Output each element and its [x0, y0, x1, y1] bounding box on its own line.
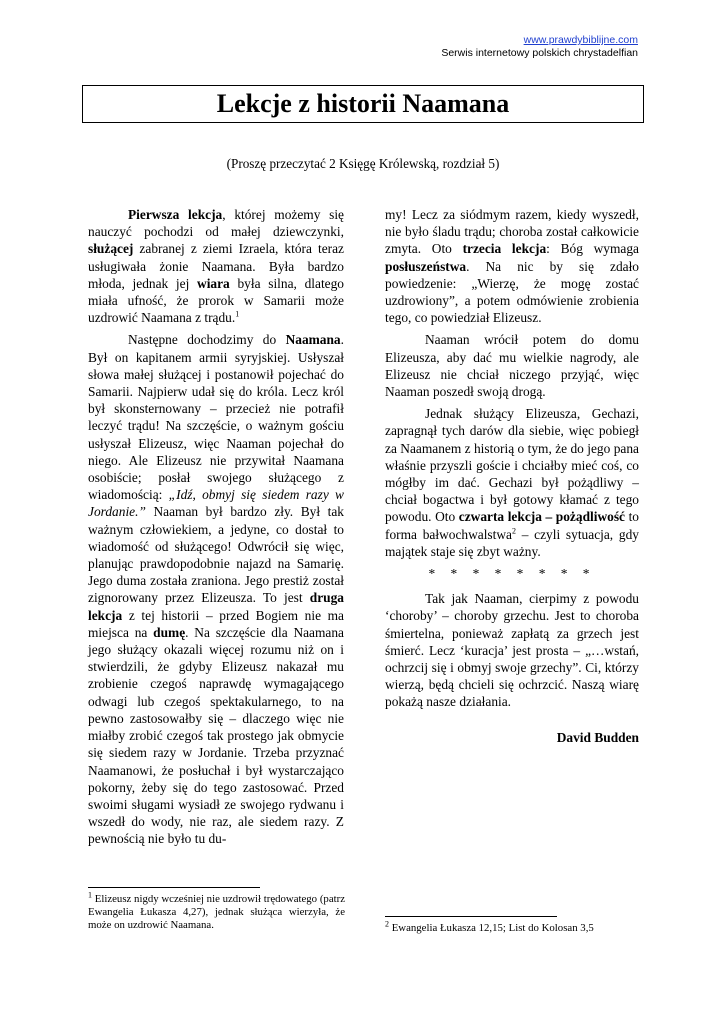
- text: , której możemy się nauczyć pochodzi od małej dziewczynki,: [88, 207, 344, 240]
- text: była silna, dlatego miała ufność, że prorok w Samarii może uzdrowić Naamana z trądu.: [88, 275, 344, 326]
- text: my! Lecz za siódmym razem, kiedy wyszedł, nie było śladu trądu; choroba został całkowicie zmyta. Oto: [385, 207, 639, 257]
- site-url-link[interactable]: www.prawdybiblijne.com: [523, 34, 638, 46]
- author-signature: David Budden: [556, 729, 639, 745]
- paragraph-naaman: [88, 331, 344, 847]
- bold-third-lesson: trzecia lekcja: [462, 241, 547, 257]
- footnote-text: Ewangelia Łukasza 12,15; List do Kolosan 3,5: [389, 922, 594, 934]
- footnote-rule-left: [88, 887, 260, 888]
- footnote-2: [385, 919, 639, 935]
- text: Jednak służący Elizeusza, Gechazi, zapragnął tych darów dla siebie, więc pobiegł za Naamanem z historią o tym, że do jego pana właśnie przyszli goście i chciałby mieć coś, co mógłby im dać. Gechazi był pożądliwy – chciał bogactwa i był gotowy kłamać z tego powodu. Oto: [385, 406, 639, 525]
- site-header: [441, 34, 638, 60]
- section-divider-stars: * * * * * * * *: [428, 566, 596, 582]
- footnote-ref-2[interactable]: 2: [511, 526, 516, 536]
- footnote-rule-right: [385, 916, 557, 917]
- text: : Bóg wymaga: [546, 241, 639, 257]
- bold-pride: dumę: [153, 624, 186, 640]
- text: Następne dochodzimy do: [128, 332, 286, 348]
- footnote-number: 1: [88, 890, 92, 900]
- paragraph-conclusion: Tak jak Naaman, cierpimy z powodu ‘choroby’ – choroby grzechu. Jest to choroba śmiertelna, ponieważ zapłatą za grzech jest śmierć. Lecz ‘kuracja’ jest prosta – „…wstań, ochrzcij się i obmyj swoje grzechy”. Ci, którzy wierzą, będą chcieli się ochrzcić. Naszą wiarę pokażą nasze działania.: [385, 591, 639, 710]
- bold-naaman: Naamana: [285, 332, 341, 348]
- bold-first-lesson: Pierwsza lekcja: [128, 207, 223, 222]
- text: z tej historii – przed Bogiem nie ma miejsca na: [88, 607, 344, 640]
- left-column: [88, 206, 344, 853]
- bold-servant: służącej: [88, 241, 134, 257]
- text: Naaman był bardzo zły. Był tak ważnym człowiekiem, a jedyne, co dostał to wiadomość od służącego! Odwrócił się więc, planując prawdopodobnie najazd na Samarię. Jego duma została zraniona. Jego prestiż został zignorowany przez Elizeusza. To jest: [88, 504, 344, 606]
- subtitle: (Proszę przeczytać 2 Księgę Królewską, rozdział 5): [226, 156, 500, 171]
- footnote-ref-1[interactable]: 1: [235, 309, 240, 319]
- text: . Na szczęście dla Naamana jego służący okazali więcej rozumu niż on i stwierdzili, że gdyby Elizeusz nakazał mu zrobienie czegoś naprawdę wymagającego odwagi lub czegoś spektakularnego, to na pewno zastosowałby się – dlaczego więc nie miałby zrobić czegoś tak prostego jak obmycie się siedem razy w Jordanie. Trzeba przyznać Naamanowi, że posłuchał i był wystarczająco pokorny, żeby się do tego zastosować. Przed swoimi sługami wysiadł ze swojego rydwanu i wszedł do wody, nie raz, ale siedem razy. Z pewnością nie było tu du-: [88, 624, 345, 847]
- page-title: Lekcje z historii Naamana: [216, 89, 510, 118]
- title-box: [82, 85, 644, 123]
- footnote-text: Elizeusz nigdy wcześniej nie uzdrowił trędowatego (patrz Ewangelia Łukasza 4,27), jednak służąca wierzyła, że może on uzdrowić Naamana.: [88, 893, 345, 931]
- footnote-number: 2: [385, 919, 389, 929]
- italic-quote: „Idź, obmyj się siedem razy w Jordanie.”: [88, 487, 344, 520]
- paragraph-first-lesson: [88, 206, 344, 326]
- bold-obedience: posłuszeństwa: [385, 258, 467, 274]
- paragraph-third-lesson: [385, 206, 639, 326]
- bold-fourth-lesson: czwarta lekcja – pożądliwość: [458, 509, 625, 525]
- text: to forma bałwochwalstwa: [385, 509, 639, 542]
- text: . Na nic by się zdało powiedzenie: „Wierzę, że mogę zostać uzdrowiony”, a potem odmówienie zrobienia tego, co powiedział Elizeusz.: [385, 258, 639, 326]
- right-column: [385, 206, 639, 746]
- text: . Był on kapitanem armii syryjskiej. Usłyszał słowa małej służącej i postanowił pojechać do Samarii. Najpierw udał się do króla. Lecz król był skonsternowany – przecież nie potrafił leczyć trądu! Na szczęście, o ważnym gościu usłyszał Elizeusz, więc Naaman pojechał do niego. Ale Elizeusz nie przywitał Naamana osobiście; posłał swojego służącego z wiadomością:: [88, 332, 344, 503]
- paragraph-return: Naaman wrócił potem do domu Elizeusza, aby dać mu wielkie nagrody, ale Elizeusz nie chciał niczego przyjąć, więc Naaman poszedł swoją drogą.: [385, 332, 639, 400]
- text: – czyli sytuacja, gdy majątek staje się zbyt ważny.: [385, 526, 639, 559]
- text: zabranej z ziemi Izraela, która teraz usługiwała żonie Naamana. Była bardzo młoda, jednak jej: [88, 241, 344, 291]
- footnote-1: [88, 890, 345, 932]
- site-tagline: Serwis internetowy polskich chrystadelfian: [441, 47, 638, 59]
- bold-second-lesson: druga lekcja: [88, 590, 344, 623]
- paragraph-gehazi: [385, 405, 639, 560]
- bold-faith: wiara: [197, 275, 230, 291]
